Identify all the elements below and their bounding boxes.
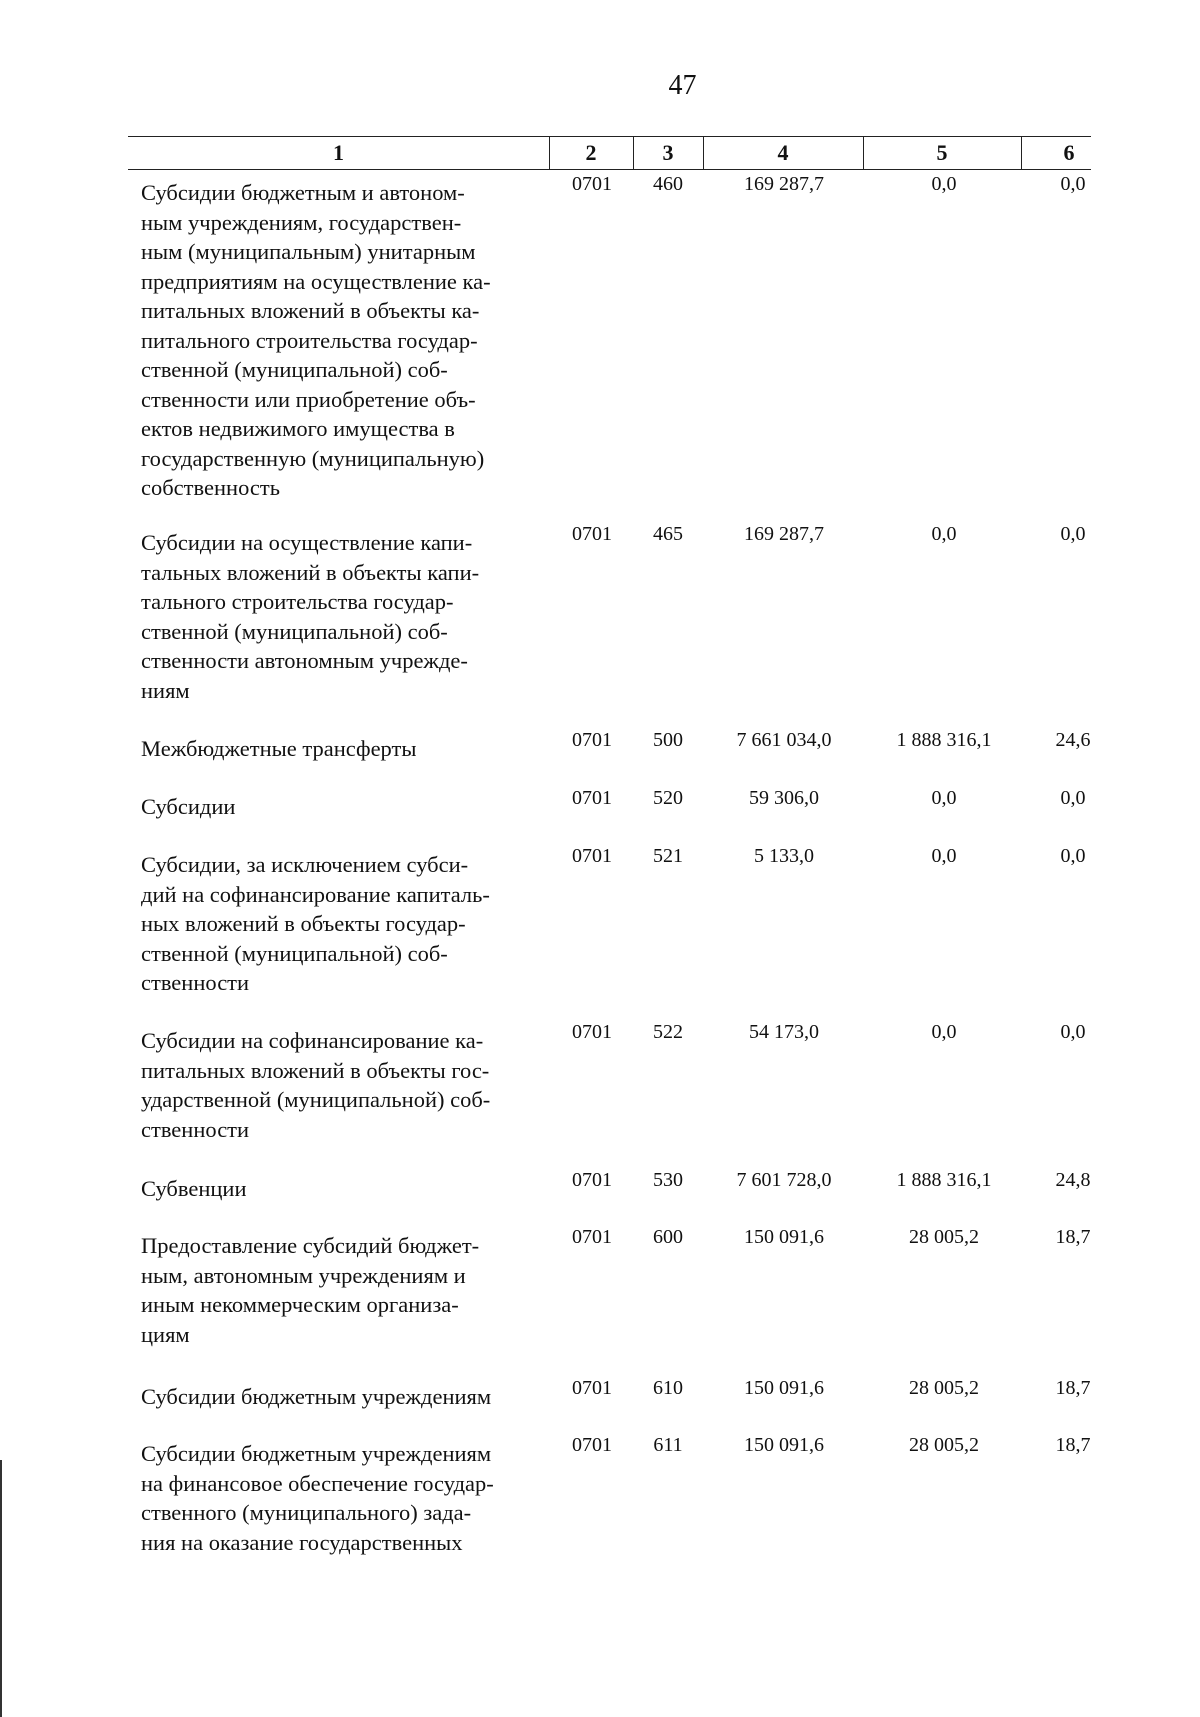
row-value-c3: 600 xyxy=(653,1226,683,1248)
row-value-c6: 0,0 xyxy=(1060,173,1086,195)
row-description: Межбюджетные трансферты xyxy=(141,736,417,761)
row-value-c6: 18,7 xyxy=(1055,1226,1091,1248)
row-description: Субсидии на осуществление капи- тальных вложений в объекты капи- тального строительства государ- ственной (муниципальной) соб- ственности автономным учрежде- ниям xyxy=(141,530,480,703)
row-value-c5: 0,0 xyxy=(931,523,957,545)
header-col-4: 4 xyxy=(777,140,789,165)
row-value-c3: 610 xyxy=(653,1377,683,1399)
row-value-c2: 0701 xyxy=(572,845,612,867)
header-col-1: 1 xyxy=(333,140,344,165)
row-value-c2: 0701 xyxy=(572,1169,612,1191)
row-value-c5: 28 005,2 xyxy=(909,1434,979,1456)
header-col-3: 3 xyxy=(662,140,674,165)
row-value-c6: 24,6 xyxy=(1055,729,1091,751)
row-description: Субсидии бюджетным учреждениям на финансовое обеспечение государ- ственного (муниципального) зада- ния на оказание государственных xyxy=(141,1441,494,1555)
row-value-c5: 1 888 316,1 xyxy=(896,1169,992,1191)
header-col-5: 5 xyxy=(936,140,948,165)
row-description: Субсидии бюджетным учреждениям xyxy=(141,1384,492,1409)
row-value-c6: 0,0 xyxy=(1060,845,1086,867)
row-value-c5: 0,0 xyxy=(931,787,957,809)
row-value-c2: 0701 xyxy=(572,1021,612,1043)
row-value-c5: 28 005,2 xyxy=(909,1377,979,1399)
row-value-c3: 530 xyxy=(653,1169,683,1191)
row-value-c4: 169 287,7 xyxy=(744,523,824,545)
row-value-c2: 0701 xyxy=(572,1434,612,1456)
row-value-c2: 0701 xyxy=(572,173,612,195)
row-value-c3: 521 xyxy=(653,845,683,867)
row-description: Субвенции xyxy=(141,1176,247,1201)
row-value-c6: 18,7 xyxy=(1055,1377,1091,1399)
row-value-c3: 460 xyxy=(653,173,683,195)
row-description: Субсидии на софинансирование ка- питальных вложений в объекты гос- ударственной (муниципальной) соб- ственности xyxy=(141,1028,491,1142)
row-value-c4: 54 173,0 xyxy=(749,1021,819,1043)
row-value-c5: 0,0 xyxy=(931,173,957,195)
row-value-c3: 522 xyxy=(653,1021,683,1043)
table-header xyxy=(128,136,1091,170)
row-value-c2: 0701 xyxy=(572,1377,612,1399)
row-value-c4: 59 306,0 xyxy=(749,787,819,809)
row-value-c2: 0701 xyxy=(572,523,612,545)
row-description: Предоставление субсидий бюджет- ным, автономным учреждениям и иным некоммерческим организа- циям xyxy=(141,1233,480,1347)
row-value-c4: 169 287,7 xyxy=(744,173,824,195)
row-value-c5: 1 888 316,1 xyxy=(896,729,992,751)
page-number: 47 xyxy=(668,70,697,101)
row-value-c6: 0,0 xyxy=(1060,1021,1086,1043)
row-value-c5: 28 005,2 xyxy=(909,1226,979,1248)
row-value-c4: 7 661 034,0 xyxy=(736,729,832,751)
row-value-c2: 0701 xyxy=(572,729,612,751)
scan-edge-mark xyxy=(0,1460,2,1717)
row-description: Субсидии, за исключением субси- дий на софинансирование капиталь- ных вложений в объекты государ- ственной (муниципальной) соб- ственности xyxy=(141,852,490,995)
row-value-c4: 150 091,6 xyxy=(744,1377,824,1399)
row-value-c3: 500 xyxy=(653,729,683,751)
row-value-c2: 0701 xyxy=(572,1226,612,1248)
row-value-c6: 18,7 xyxy=(1055,1434,1091,1456)
row-value-c3: 465 xyxy=(653,523,683,545)
row-value-c5: 0,0 xyxy=(931,1021,957,1043)
row-value-c6: 0,0 xyxy=(1060,523,1086,545)
row-value-c3: 611 xyxy=(653,1434,683,1456)
row-value-c4: 7 601 728,0 xyxy=(736,1169,832,1191)
row-value-c4: 150 091,6 xyxy=(744,1226,824,1248)
row-value-c5: 0,0 xyxy=(931,845,957,867)
row-value-c4: 150 091,6 xyxy=(744,1434,824,1456)
row-value-c3: 520 xyxy=(653,787,683,809)
row-description: Субсидии бюджетным и автоном- ным учреждениям, государствен- ным (муниципальным) унитарным предприятиям на осуществление ка- питальных вложений в объекты ка- питального строительства государ- ственной (муниципальной) соб- ственности или приобретение объ- ектов недвижимого имущества в государственную (муниципальную) собственность xyxy=(141,180,491,500)
row-value-c2: 0701 xyxy=(572,787,612,809)
row-value-c6: 0,0 xyxy=(1060,787,1086,809)
header-col-2: 2 xyxy=(585,140,597,165)
row-description: Субсидии xyxy=(141,794,236,819)
row-value-c4: 5 133,0 xyxy=(754,845,814,867)
row-value-c6: 24,8 xyxy=(1055,1169,1091,1191)
header-col-6: 6 xyxy=(1063,140,1075,165)
